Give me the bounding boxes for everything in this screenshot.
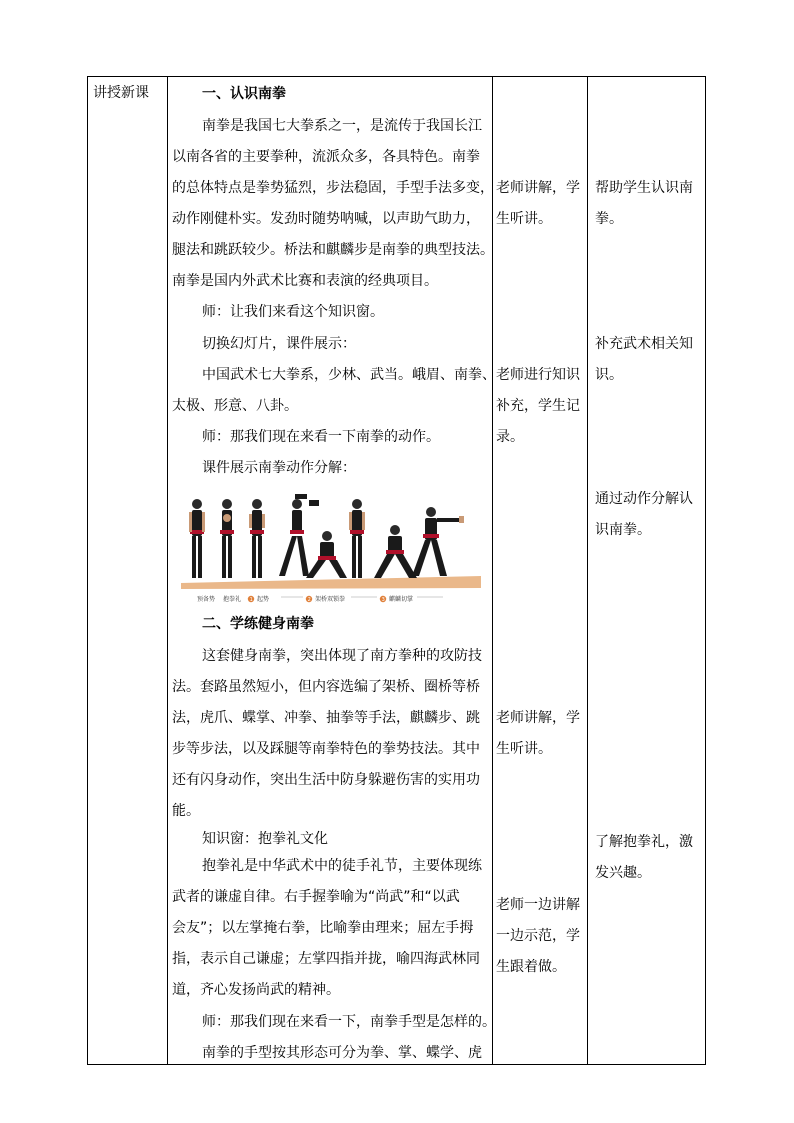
heading-know-nanquan: 一、认识南拳 bbox=[202, 86, 286, 102]
paragraph-line: 步等步法，以及踩腿等南拳特色的拳势技法。其中 bbox=[172, 741, 480, 757]
paragraph-line: 南拳是我国七大拳系之一，是流传于我国长江 bbox=[202, 118, 482, 134]
student-activity-line: 老师讲解，学 bbox=[496, 180, 580, 196]
caption-num-1: 1 bbox=[249, 597, 253, 603]
paragraph-line: 能。 bbox=[172, 803, 200, 819]
teacher-line: 课件展示南拳动作分解： bbox=[202, 460, 356, 476]
teacher-line: 切换幻灯片，课件展示： bbox=[202, 336, 356, 352]
column-divider-1 bbox=[167, 77, 168, 1064]
design-intent-line: 帮助学生认识南 bbox=[595, 180, 693, 196]
design-intent-line: 补充武术相关知 bbox=[595, 336, 693, 352]
paragraph-line: 这套健身南拳，突出体现了南方拳种的攻防技 bbox=[202, 648, 482, 664]
student-activity-line: 补充，学生记 bbox=[496, 398, 580, 414]
student-activity-line: 录。 bbox=[496, 429, 524, 445]
paragraph-line: 以南各省的主要拳种，流派众多，各具特色。南拳 bbox=[172, 149, 480, 165]
caption-starting-form: 起势 bbox=[257, 596, 270, 603]
design-intent-line: 发兴趣。 bbox=[595, 865, 651, 881]
column-divider-3 bbox=[587, 77, 588, 1064]
paragraph-line: 南拳是国内外武术比赛和表演的经典项目。 bbox=[172, 273, 438, 289]
teacher-line: 师：那我们现在来看一下南拳的动作。 bbox=[202, 429, 440, 445]
paragraph-line: 会友”；以左掌掩右拳，比喻拳由理来；屈左手拇 bbox=[172, 920, 474, 936]
paragraph-line: 武者的谦虚自律。右手握拳喻为“尚武”和“以武 bbox=[172, 889, 460, 905]
teacher-line: 师：让我们来看这个知识窗。 bbox=[202, 304, 384, 320]
design-intent-line: 拳。 bbox=[595, 211, 623, 227]
design-intent-line: 了解抱拳礼，激 bbox=[595, 834, 693, 850]
caption-num-3: 3 bbox=[381, 597, 385, 603]
paragraph-line: 还有闪身动作，突出生活中防身躲避伤害的实用功 bbox=[172, 772, 480, 788]
student-activity-line: 生听讲。 bbox=[496, 211, 552, 227]
caption-preparation: 预备势 bbox=[197, 596, 216, 603]
design-intent-line: 通过动作分解认 bbox=[595, 491, 693, 507]
student-activity-line: 生跟着做。 bbox=[496, 959, 566, 975]
student-activity-line: 一边示范，学 bbox=[496, 928, 580, 944]
student-activity-line: 老师一边讲解 bbox=[496, 897, 580, 913]
paragraph-line: 太极、形意、八卦。 bbox=[172, 398, 298, 414]
heading-practice-nanquan: 二、学练健身南拳 bbox=[202, 616, 314, 632]
nanquan-moves-photo bbox=[181, 488, 481, 608]
caption-num-2: 2 bbox=[307, 597, 311, 603]
student-activity-line: 老师讲解，学 bbox=[496, 710, 580, 726]
design-intent-line: 识南拳。 bbox=[595, 522, 651, 538]
paragraph-line: 腿法和跳跃较少。桥法和麒麟步是南拳的典型技法。 bbox=[172, 242, 494, 258]
student-activity-line: 生听讲。 bbox=[496, 741, 552, 757]
paragraph-line: 抱拳礼是中华武术中的徒手礼节，主要体现练 bbox=[202, 858, 482, 874]
row-label: 讲授新课 bbox=[93, 85, 149, 101]
paragraph-line: 南拳的手型按其形态可分为拳、掌、蝶学、虎 bbox=[202, 1045, 482, 1061]
paragraph-line: 的总体特点是拳势猛烈，步法稳固，手型手法多变， bbox=[172, 180, 494, 196]
design-intent-line: 识。 bbox=[595, 367, 623, 383]
caption-fist-salute: 抱拳礼 bbox=[223, 596, 242, 603]
paragraph-line: 指，表示自己谦虚；左掌四指并拢，喻四海武林同 bbox=[172, 951, 480, 967]
caption-bridge-lock: 架桥双锁拳 bbox=[315, 596, 346, 603]
student-activity-line: 老师进行知识 bbox=[496, 367, 580, 383]
paragraph-line: 法，虎爪、蝶掌、冲拳、抽拳等手法，麒麟步、跳 bbox=[172, 710, 480, 726]
knowledge-window-title: 知识窗：抱拳礼文化 bbox=[202, 831, 328, 847]
column-divider-2 bbox=[492, 77, 493, 1064]
paragraph-line: 法。套路虽然短小，但内容选编了架桥、圈桥等桥 bbox=[172, 679, 480, 695]
caption-kirin-palm: 麒麟切掌 bbox=[389, 596, 414, 603]
paragraph-line: 中国武术七大拳系，少林、武当。峨眉、南拳、 bbox=[202, 367, 496, 383]
paragraph-line: 道，齐心发扬尚武的精神。 bbox=[172, 982, 340, 998]
paragraph-line: 动作刚健朴实。发劲时随势呐喊，以声助气助力， bbox=[172, 211, 480, 227]
teacher-line: 师：那我们现在来看一下，南拳手型是怎样的。 bbox=[202, 1014, 496, 1030]
